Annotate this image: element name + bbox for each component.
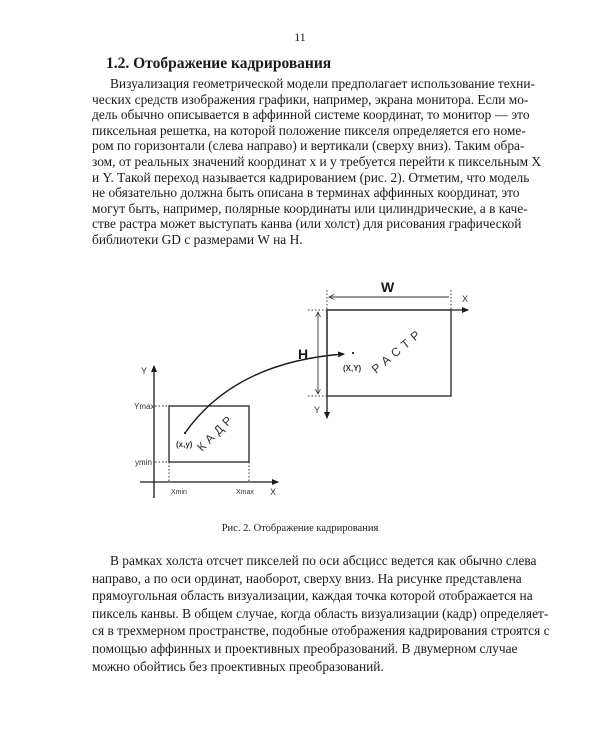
frame-ymin-label: ymin [135,458,152,467]
raster-width-label: W [381,279,395,295]
text-line: пиксельная решетка, на которой положение пикселя определяется его номе- [92,122,526,138]
text-line: Визуализация геометрической модели предполагает использование техни- [110,76,535,91]
figure-caption: Рис. 2. Отображение кадрирования [221,523,379,534]
text-line: стве растра может выступать канва (или холст) для рисования графической [92,216,522,232]
text-line: прямоугольная область визуализации, каждая точка которой отображается на [92,588,533,604]
text-line: можно обойтись без проективных преобразований. [92,658,384,674]
text-line: дель обычно описывается в аффинной системе координат, то монитор — это [92,107,530,123]
raster-point [352,352,354,354]
frame-label: КАДР [194,410,238,455]
frame-point-label: (x,y) [176,440,193,449]
text-line: направо, а по оси ординат, наоборот, сверху вниз. На рисунке представлена [92,570,522,586]
frame-xmin-label: Xmin [171,489,187,496]
frame-x-axis-label: X [270,487,277,497]
text-line: помощью аффинных и проективных преобразований. В двумерном случае [92,640,518,656]
frame-xmax-label: Xmax [236,489,254,496]
text-line: пиксель канвы. В общем случае, когда область визуализации (кадр) определяет- [92,605,549,621]
text-line: могут быть, например, полярные координаты или цилиндрические, а в каче- [92,200,528,216]
frame-y-axis-label: Y [141,366,148,376]
text-line: библиотеки GD с размерами W на H. [92,231,303,247]
text-line: ся в трехмерном пространстве, подобные отображения кадрирования строятся с [92,623,550,639]
raster-height-label: H [298,346,309,362]
text-line: зом, от реальных значений координат x и y требуется перейти к пиксельным X [92,153,542,169]
text-line: ром по горизонтали (слева направо) и вертикали (сверху вниз). Таким обра- [92,138,525,154]
page-number: 11 [294,30,306,44]
raster-x-axis-label: X [462,294,469,304]
raster-point-label: (X,Y) [343,364,362,373]
section-heading: 1.2. Отображение кадрирования [106,55,332,72]
text-line: и Y. Такой переход называется кадрированием (рис. 2). Отметим, что модель [92,169,530,185]
raster-label: РАСТР [368,324,427,377]
text-line: ческих средств изображения графики, например, экрана монитора. Если мо- [92,91,529,107]
mapping-arrow [185,354,344,433]
frame-ymax-label: Ymax [134,402,155,411]
text-line: В рамках холста отсчет пикселей по оси абсцисс ведется как обычно слева [110,553,537,568]
text-line: не обязательно должна быть описана в терминах аффинных координат, это [92,185,520,201]
paragraph-canvas [92,552,550,675]
raster-y-axis-label: Y [314,405,321,415]
